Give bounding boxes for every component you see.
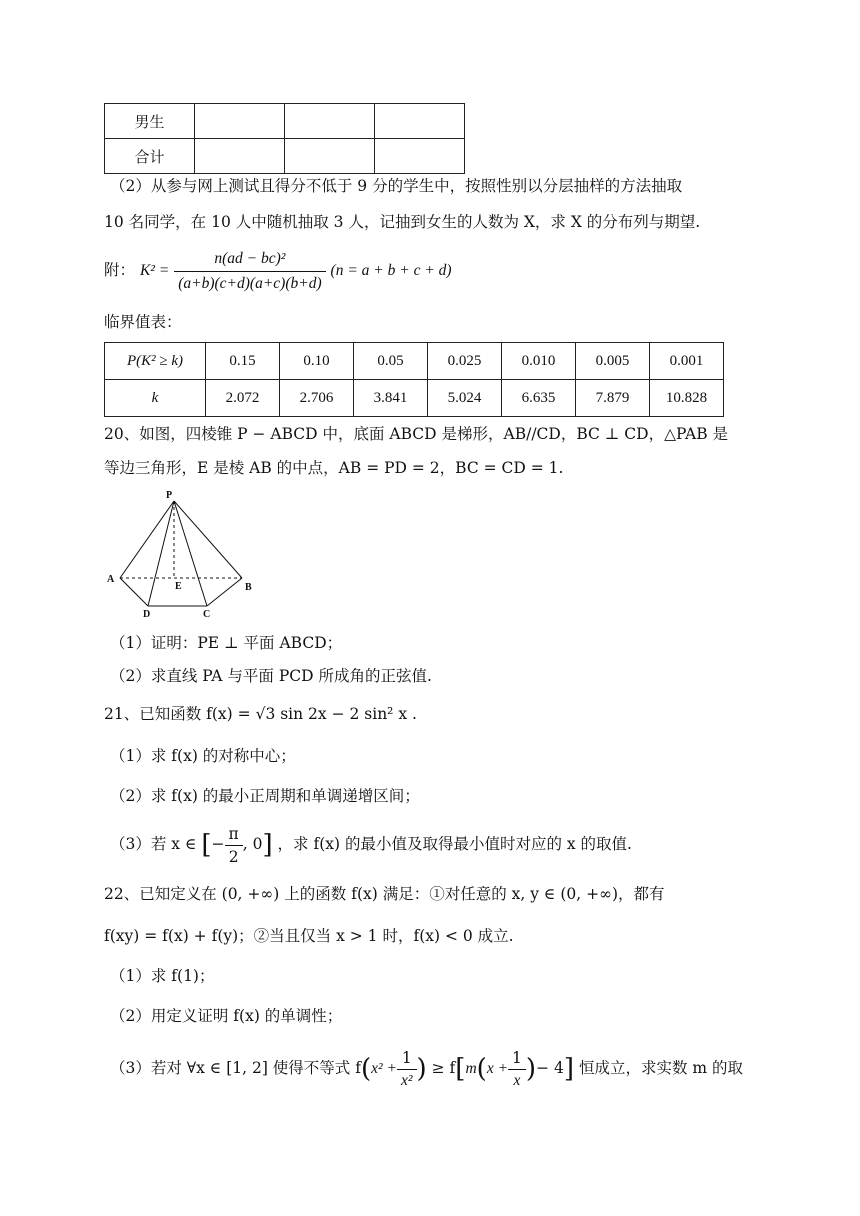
- q21-part3-text-b: ，求 f(x) 的最小值及取得最小值时对应的 x 的取值.: [277, 835, 632, 853]
- q22-part2: （2）用定义证明 f(x) 的单调性；: [110, 1007, 343, 1025]
- crit-p-cell: 0.15: [206, 343, 280, 380]
- edge-cb: [207, 578, 242, 606]
- q22-part1: （1）求 f(1)；: [110, 967, 215, 985]
- row-label: 男生: [105, 104, 195, 139]
- crit-k-cell: 2.706: [280, 380, 354, 417]
- crit-k-cell: 7.879: [576, 380, 650, 417]
- q22-x-plus: x +: [486, 1060, 509, 1077]
- crit-k-label: k: [105, 380, 206, 417]
- edge-pb: [174, 501, 242, 578]
- label-p: P: [166, 490, 173, 501]
- table-cell: [375, 139, 465, 174]
- table-row: [105, 343, 724, 380]
- crit-p-cell: 0.005: [576, 343, 650, 380]
- crit-k-cell: 3.841: [354, 380, 428, 417]
- pyramid-figure: [100, 486, 260, 621]
- q22-minus4: − 4: [536, 1059, 564, 1077]
- crit-p-cell: 0.001: [650, 343, 724, 380]
- formula-fraction: [174, 249, 325, 294]
- q22-part3: [110, 1040, 743, 1097]
- edge-pa: [120, 501, 174, 578]
- pi-over-two: [225, 825, 243, 866]
- crit-p-cell: 0.10: [280, 343, 354, 380]
- label-d: D: [143, 609, 151, 620]
- q20-part2: （2）求直线 PA 与平面 PCD 所成角的正弦值.: [110, 667, 432, 685]
- q22-stem-line2: f(xy) = f(x) + f(y)；②当且仅当 x > 1 时，f(x) < 0 成立.: [104, 927, 514, 945]
- q22-ge: ≥ f: [431, 1059, 456, 1077]
- frac-one: 1: [508, 1049, 526, 1070]
- q21-part2: （2）求 f(x) 的最小正周期和单调递增区间；: [110, 787, 420, 805]
- table-row: [105, 380, 724, 417]
- crit-p-cell: 0.05: [354, 343, 428, 380]
- crit-k-cell: 6.635: [502, 380, 576, 417]
- table-cell: [285, 139, 375, 174]
- paren-left: (: [360, 1054, 372, 1084]
- k2-formula: [104, 248, 452, 294]
- q21-stem: 21、已知函数 f(x) = √3 sin 2x − 2 sin² x .: [104, 705, 417, 723]
- paren-right: ): [525, 1054, 537, 1084]
- crit-k-cell: 5.024: [428, 380, 502, 417]
- q22-part3-text-a: （3）若对 ∀x ∈ [1, 2] 使得不等式 f: [110, 1059, 361, 1077]
- table-cell: [195, 139, 285, 174]
- bracket-right: ]: [262, 830, 273, 860]
- q22-x-squared: x² +: [371, 1060, 398, 1077]
- q21-interval-minus: −: [211, 835, 225, 853]
- q20-part1: （1）证明：PE ⊥ 平面 ABCD；: [110, 634, 343, 652]
- q22-part3-text-b: 恒成立，求实数 m 的取: [578, 1059, 743, 1077]
- crit-p-cell: 0.025: [428, 343, 502, 380]
- row-label: 合计: [105, 139, 195, 174]
- two-denominator: 2: [228, 847, 239, 866]
- edge-ad: [120, 578, 148, 606]
- bracket-right: ]: [563, 1054, 574, 1084]
- paren-right: ): [416, 1054, 427, 1084]
- one-over-x: [508, 1049, 526, 1090]
- table-cell: [195, 104, 285, 139]
- formula-condition: (n = a + b + c + d): [330, 262, 452, 279]
- gender-table: [104, 103, 465, 174]
- table-row: [105, 104, 465, 139]
- critical-value-table: [104, 342, 724, 417]
- frac-x2: x²: [401, 1071, 413, 1089]
- q21-part1: （1）求 f(x) 的对称中心；: [110, 747, 296, 765]
- q22-m: m: [465, 1060, 477, 1077]
- label-e: E: [175, 581, 182, 592]
- formula-prefix: 附：: [104, 261, 136, 279]
- q21-part3: [110, 822, 632, 867]
- formula-denominator: (a+b)(c+d)(a+c)(b+d): [178, 274, 322, 292]
- formula-lhs: K² =: [139, 262, 170, 279]
- q20-stem-line2: 等边三角形，E 是棱 AB 的中点，AB = PD = 2，BC = CD = 1.: [104, 459, 564, 477]
- frac-x: x: [513, 1071, 521, 1089]
- q19-part2-line2: 10 名同学，在 10 人中随机抽取 3 人，记抽到女生的人数为 X，求 X 的分布列与期望.: [104, 213, 701, 231]
- q20-stem-line1: 20、如图，四棱锥 P − ABCD 中，底面 ABCD 是梯形，AB//CD，BC ⊥ CD，△PAB 是: [104, 425, 729, 443]
- table-cell: [285, 104, 375, 139]
- label-c: C: [203, 609, 211, 620]
- q21-interval-end: , 0: [242, 835, 263, 853]
- q22-stem-line1: 22、已知定义在 (0, +∞) 上的函数 f(x) 满足：①对任意的 x, y ∈ (0, +∞)，都有: [104, 885, 665, 903]
- label-a: A: [107, 574, 115, 585]
- q21-part3-text-a: （3）若 x ∈: [110, 835, 197, 853]
- pi-numerator: π: [225, 825, 243, 846]
- crit-k-cell: 2.072: [206, 380, 280, 417]
- crit-table-title: 临界值表：: [104, 313, 182, 331]
- crit-header-cell: P(K² ≥ k): [105, 343, 206, 380]
- edge-pd: [148, 501, 174, 606]
- frac-one: 1: [397, 1049, 417, 1070]
- bracket-left: [: [455, 1054, 466, 1084]
- formula-numerator: n(ad − bc)²: [174, 249, 325, 272]
- paren-left: (: [476, 1054, 487, 1084]
- bracket-left: [: [201, 830, 212, 860]
- q19-part2-line1: （2）从参与网上测试且得分不低于 9 分的学生中，按照性别以分层抽样的方法抽取: [110, 177, 683, 195]
- table-cell: [375, 104, 465, 139]
- one-over-x2: [397, 1049, 417, 1090]
- label-b: B: [245, 582, 252, 593]
- table-row: [105, 139, 465, 174]
- crit-p-cell: 0.010: [502, 343, 576, 380]
- crit-k-cell: 10.828: [650, 380, 724, 417]
